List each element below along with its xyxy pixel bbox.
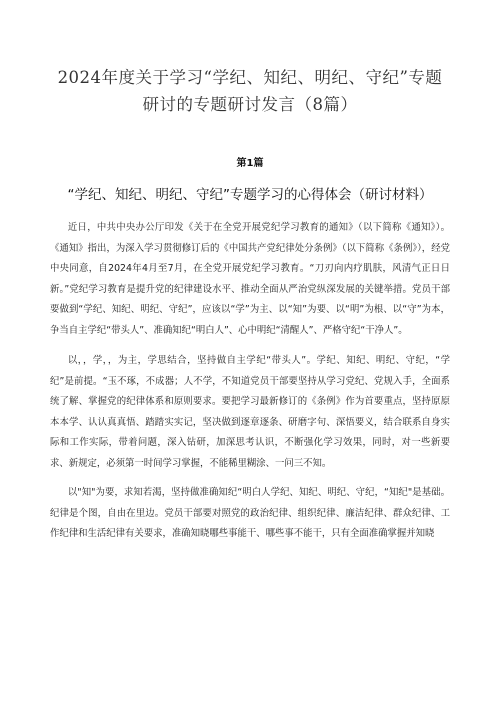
article-subtitle: “学纪、知纪、明纪、守纪”专题学习的心得体会（研讨材料）: [67, 187, 433, 203]
paragraph: 以"知"为要，求知若渴，坚持做准确知纪“明白人学纪、知纪、明纪、守纪，“知纪"是基础。纪律是个图，自由在里边。党员干部要对照党的政治纪律、组织纪律、廉洁纪律、群众纪律、工作纪律和生活纪律有关要求，准确知晓哪些事能干、哪些事不能干，只有全面准确掌握并知晓: [50, 487, 450, 539]
document-title: 2024年度关于学习“学纪、知纪、明纪、守纪”专题研讨的专题研讨发言（8篇）: [57, 68, 443, 114]
paragraph: 近日，中共中央办公厅印发《关于在全党开展党纪学习教育的通知》（以下简称《通知》）。《通知》指出，为深入学习贯彻修订后的《中国共产党纪律处分条例》（以下简称《条例》），经党中央同意，自2024年4月至7月，在全党开展党纪学习教育。“刀刃向内疗肌肤，风清气正日日新。”党纪学习教育是提升党的纪律建设水平、推动全面从严治党纵深发展的关键举措。党员干部要做到“学纪、知纪、明纪、守纪”，应该以“学”为主、以“知”为要、以“明”为根、以“守”为本，争当自主学纪“带头人”、准确知纪“明白人”、心中明纪“清醒人”、严格守纪“干净人”。: [50, 222, 450, 336]
part-label: 第1篇: [236, 158, 264, 169]
paragraph: 以，，学，，为主，学思结合，坚持做自主学纪“带头人”。学纪、知纪、明纪、守纪，“学纪”是前提。“玉不琢，不成器；人不学，不知道党员干部要坚持从学习党纪、党规入手，全面系统了解、掌握党的纪律体系和原则要求。要把学习最新修订的《条例》作为首要重点，坚持原原本本学、认认真真悟、踏踏实实记，坚决做到逐章逐条、研磨字句、深悟要义，结合联系自身实际和工作实际，带着问题，深入钻研，加深思考认识，不断强化学习效果，同时，对一些新要求、新规定，必须第一时间学习掌握，不能稀里糊涂、一问三不知。: [50, 355, 450, 469]
